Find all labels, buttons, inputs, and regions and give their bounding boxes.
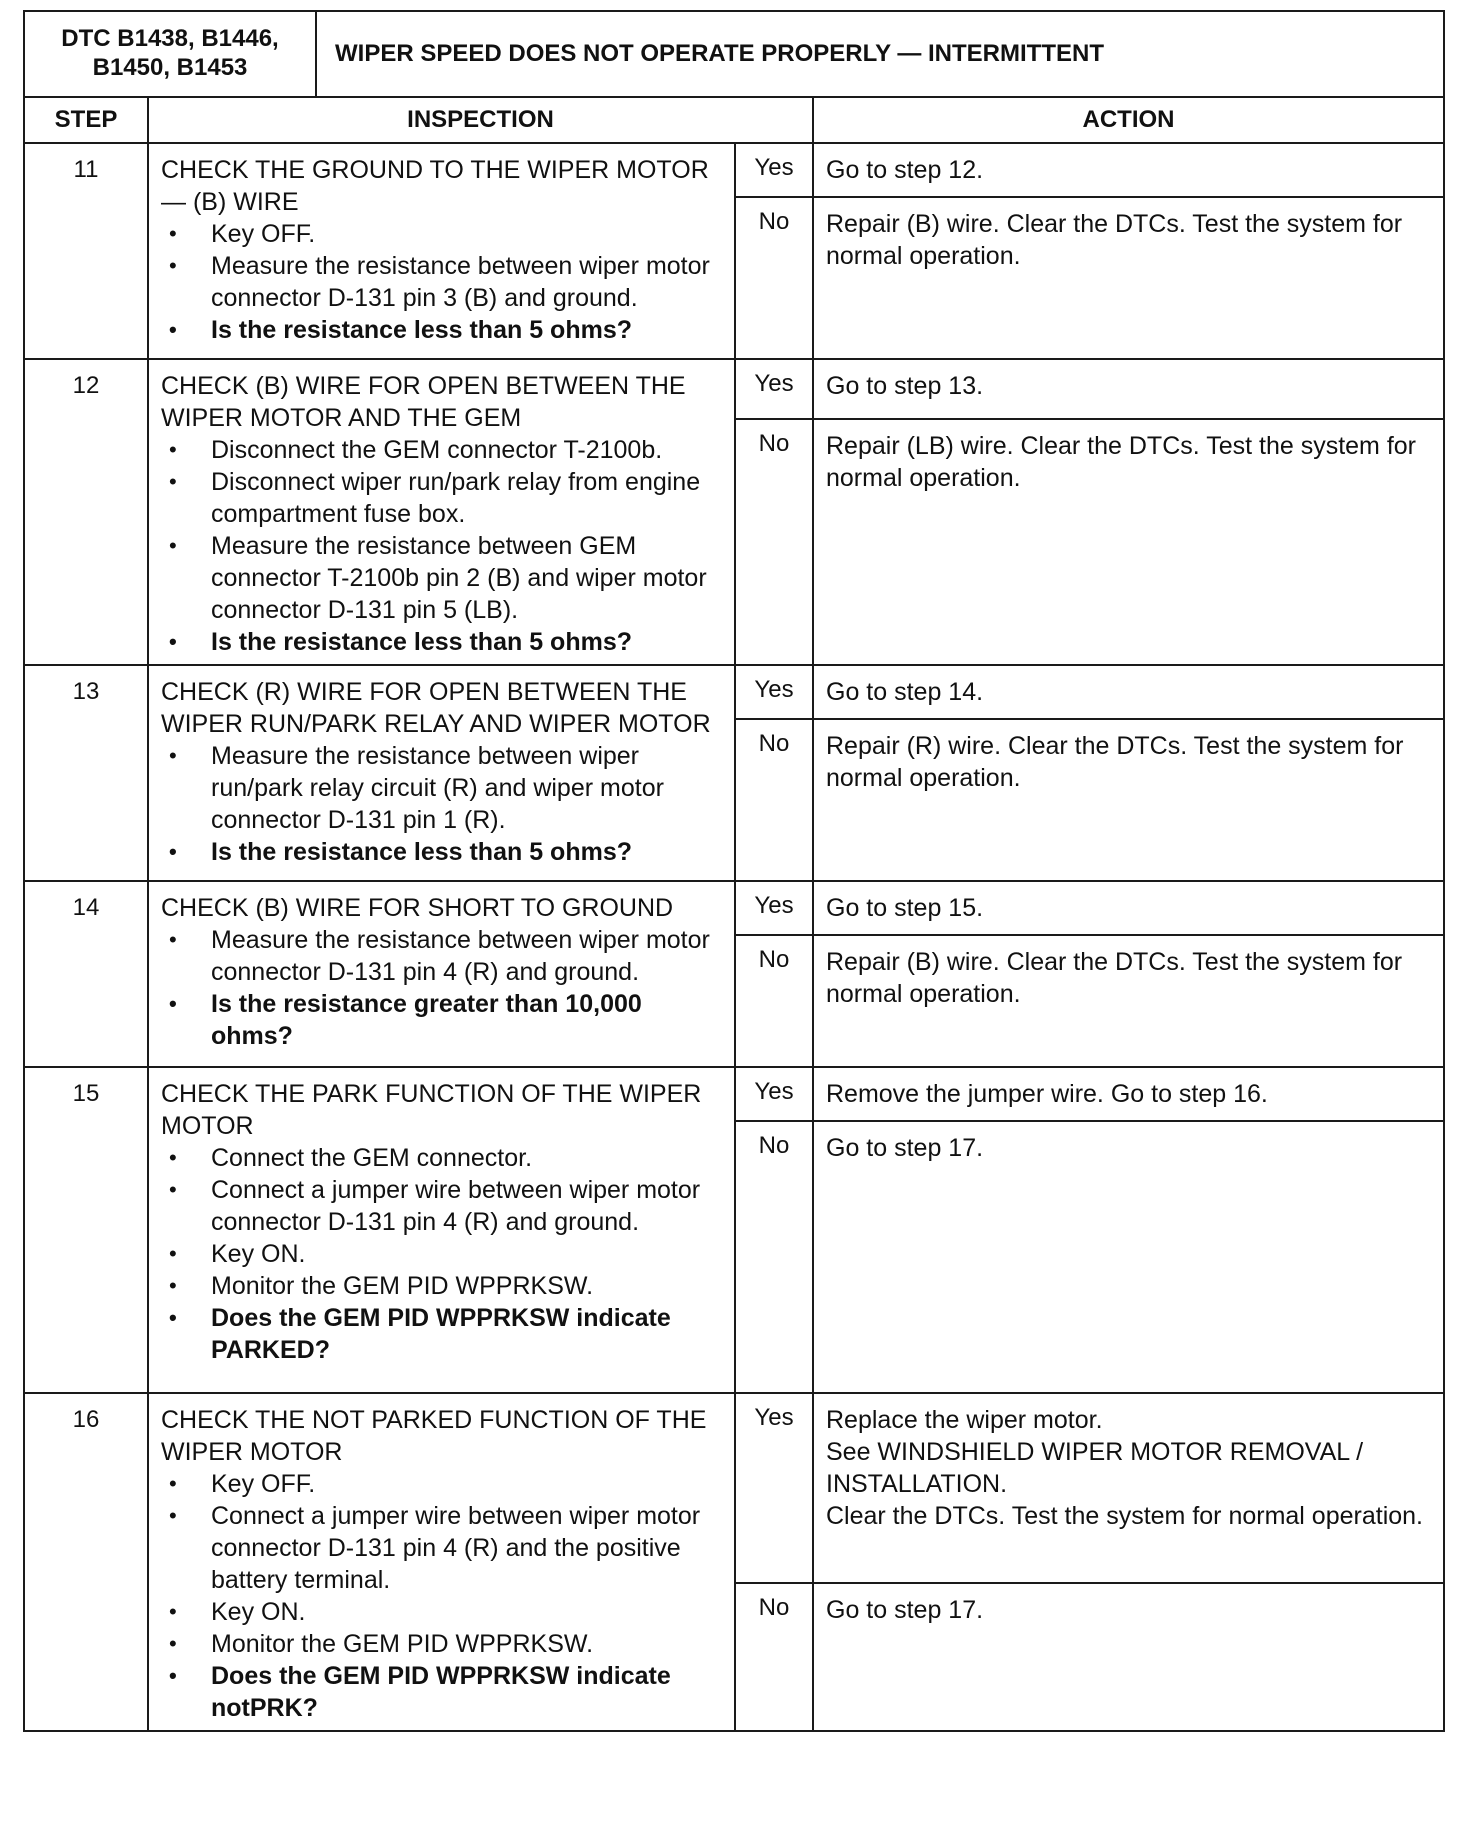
table-row bbox=[24, 359, 1444, 419]
inspection-question: • Is the resistance greater than 10,000 ohms? bbox=[161, 988, 726, 1052]
list-item: • Connect a jumper wire between wiper motor connector D-131 pin 4 (R) and the positive battery terminal. bbox=[161, 1500, 726, 1596]
yes-action bbox=[813, 1393, 1444, 1583]
inspection-list bbox=[161, 1468, 726, 1724]
yes-action: Go to step 13. bbox=[813, 359, 1444, 419]
list-item: • Connect a jumper wire between wiper motor connector D-131 pin 4 (R) and ground. bbox=[161, 1174, 726, 1238]
list-item: • Key OFF. bbox=[161, 218, 726, 250]
yes-action: Go to step 15. bbox=[813, 881, 1444, 935]
inspection-question: • Does the GEM PID WPPRKSW indicate PARKED? bbox=[161, 1302, 726, 1366]
step-number: 15 bbox=[24, 1067, 148, 1393]
inspection-cell bbox=[148, 881, 735, 1067]
step-number: 16 bbox=[24, 1393, 148, 1731]
inspection-cell bbox=[148, 1393, 735, 1731]
table-row bbox=[24, 665, 1444, 719]
step-number: 11 bbox=[24, 143, 148, 359]
inspection-question: • Is the resistance less than 5 ohms? bbox=[161, 626, 726, 658]
list-item: • Connect the GEM connector. bbox=[161, 1142, 726, 1174]
diagnostic-page bbox=[23, 10, 1443, 1732]
inspection-title: CHECK THE NOT PARKED FUNCTION OF THE WIPER MOTOR bbox=[161, 1406, 707, 1466]
dtc-codes: DTC B1438, B1446, B1450, B1453 bbox=[24, 11, 316, 97]
no-action: Repair (B) wire. Clear the DTCs. Test the system for normal operation. bbox=[813, 197, 1444, 359]
table-row bbox=[24, 143, 1444, 197]
no-action: Repair (LB) wire. Clear the DTCs. Test the system for normal operation. bbox=[813, 419, 1444, 665]
inspection-list bbox=[161, 740, 726, 868]
action-line: See WINDSHIELD WIPER MOTOR REMOVAL / INSTALLATION. bbox=[826, 1438, 1364, 1498]
yes-label: Yes bbox=[735, 1393, 813, 1583]
list-item: • Monitor the GEM PID WPPRKSW. bbox=[161, 1270, 726, 1302]
no-action: Repair (B) wire. Clear the DTCs. Test the system for normal operation. bbox=[813, 935, 1444, 1067]
column-header-row bbox=[24, 97, 1444, 143]
column-header-inspection: INSPECTION bbox=[148, 97, 813, 143]
column-header-action: ACTION bbox=[813, 97, 1444, 143]
inspection-question: • Does the GEM PID WPPRKSW indicate notPRK? bbox=[161, 1660, 726, 1724]
inspection-list bbox=[161, 1142, 726, 1366]
no-label: No bbox=[735, 719, 813, 881]
table-row bbox=[24, 1393, 1444, 1583]
yes-label: Yes bbox=[735, 881, 813, 935]
inspection-title: CHECK (R) WIRE FOR OPEN BETWEEN THE WIPER RUN/PARK RELAY AND WIPER MOTOR bbox=[161, 678, 711, 738]
yes-label: Yes bbox=[735, 143, 813, 197]
yes-label: Yes bbox=[735, 665, 813, 719]
step-number: 13 bbox=[24, 665, 148, 881]
no-label: No bbox=[735, 1121, 813, 1393]
list-item: • Measure the resistance between wiper motor connector D-131 pin 3 (B) and ground. bbox=[161, 250, 726, 314]
list-item: • Monitor the GEM PID WPPRKSW. bbox=[161, 1628, 726, 1660]
header-table bbox=[23, 10, 1445, 98]
inspection-cell bbox=[148, 143, 735, 359]
action-line: Clear the DTCs. Test the system for normal operation. bbox=[826, 1502, 1423, 1530]
step-number: 12 bbox=[24, 359, 148, 665]
yes-label: Yes bbox=[735, 359, 813, 419]
no-label: No bbox=[735, 1583, 813, 1731]
inspection-list bbox=[161, 218, 726, 346]
inspection-cell bbox=[148, 359, 735, 665]
no-action: Go to step 17. bbox=[813, 1121, 1444, 1393]
yes-action: Go to step 14. bbox=[813, 665, 1444, 719]
list-item: • Measure the resistance between wiper run/park relay circuit (R) and wiper motor connector D-131 pin 1 (R). bbox=[161, 740, 726, 836]
inspection-question: • Is the resistance less than 5 ohms? bbox=[161, 314, 726, 346]
list-item: • Measure the resistance between GEM connector T-2100b pin 2 (B) and wiper motor connector D-131 pin 5 (LB). bbox=[161, 530, 726, 626]
list-item: • Measure the resistance between wiper motor connector D-131 pin 4 (R) and ground. bbox=[161, 924, 726, 988]
page-title: WIPER SPEED DOES NOT OPERATE PROPERLY — INTERMITTENT bbox=[316, 11, 1444, 97]
inspection-title: CHECK THE GROUND TO THE WIPER MOTOR — (B) WIRE bbox=[161, 156, 709, 216]
inspection-list bbox=[161, 924, 726, 1052]
list-item: • Disconnect the GEM connector T-2100b. bbox=[161, 434, 726, 466]
inspection-title: CHECK (B) WIRE FOR SHORT TO GROUND bbox=[161, 894, 674, 922]
table-row bbox=[24, 1067, 1444, 1121]
step-number: 14 bbox=[24, 881, 148, 1067]
no-label: No bbox=[735, 419, 813, 665]
yes-action: Remove the jumper wire. Go to step 16. bbox=[813, 1067, 1444, 1121]
list-item: • Disconnect wiper run/park relay from engine compartment fuse box. bbox=[161, 466, 726, 530]
list-item: • Key OFF. bbox=[161, 1468, 726, 1500]
action-line: Replace the wiper motor. bbox=[826, 1406, 1103, 1434]
no-action: Go to step 17. bbox=[813, 1583, 1444, 1731]
yes-action: Go to step 12. bbox=[813, 143, 1444, 197]
inspection-title: CHECK THE PARK FUNCTION OF THE WIPER MOTOR bbox=[161, 1080, 702, 1140]
inspection-list bbox=[161, 434, 726, 658]
list-item: • Key ON. bbox=[161, 1238, 726, 1270]
column-header-step: STEP bbox=[24, 97, 148, 143]
inspection-question: • Is the resistance less than 5 ohms? bbox=[161, 836, 726, 868]
diagnostic-table bbox=[23, 96, 1445, 1732]
table-row bbox=[24, 881, 1444, 935]
inspection-cell bbox=[148, 665, 735, 881]
no-label: No bbox=[735, 935, 813, 1067]
inspection-title: CHECK (B) WIRE FOR OPEN BETWEEN THE WIPER MOTOR AND THE GEM bbox=[161, 372, 686, 432]
yes-label: Yes bbox=[735, 1067, 813, 1121]
list-item: • Key ON. bbox=[161, 1596, 726, 1628]
no-label: No bbox=[735, 197, 813, 359]
no-action: Repair (R) wire. Clear the DTCs. Test the system for normal operation. bbox=[813, 719, 1444, 881]
inspection-cell bbox=[148, 1067, 735, 1393]
